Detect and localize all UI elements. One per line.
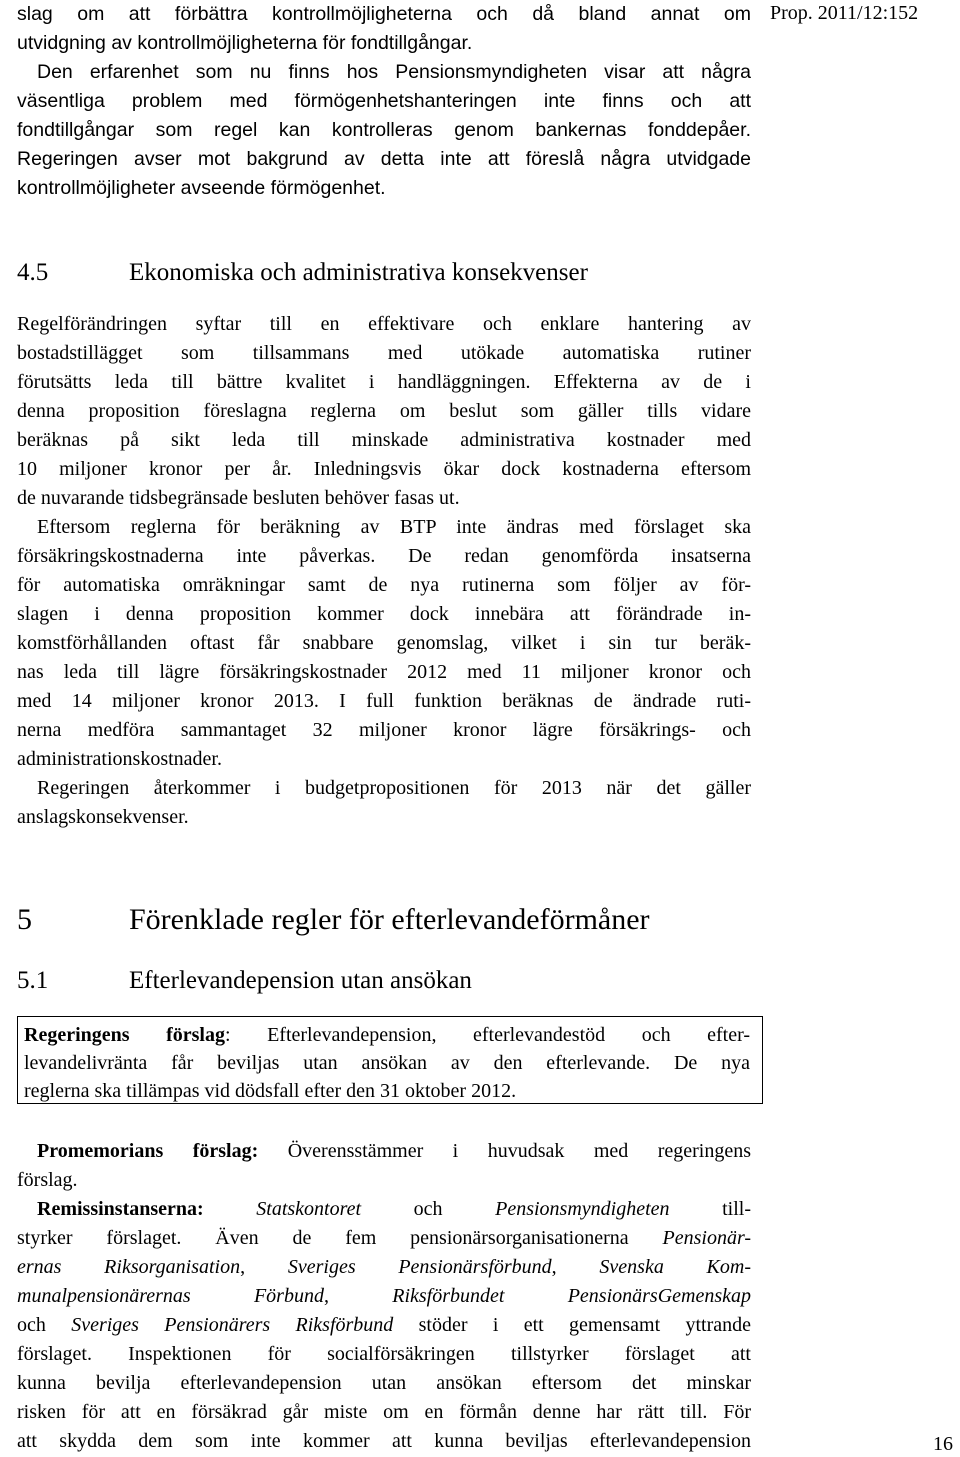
text-line: de nuvarande tidsbegränsade besluten behöver fasas ut.: [17, 487, 460, 509]
text-line: väsentliga problem med förmögenhetshanteringen inte finns och att: [17, 90, 751, 112]
text-segment: Sveriges Pensionärsförbund: [287, 1256, 552, 1278]
text-line: levandelivränta får beviljas utan ansökan av den efterlevande. De nya: [24, 1052, 750, 1074]
text-line: fondtillgångar som regel kan kontrolleras genom bankernas fonddepåer.: [17, 119, 751, 141]
text-line: Den erfarenhet som nu finns hos Pensionsmyndigheten visar att några: [37, 61, 751, 83]
section-number: 5.1: [17, 967, 49, 994]
text-line: nerna medföra sammantaget 32 miljoner kronor lägre försäkrings- och: [17, 719, 751, 741]
text-segment: styrker förslaget. Även de fem pensionärsorganisationerna: [17, 1227, 663, 1249]
section-5-1-body: [17, 1137, 751, 1456]
text-segment: och: [361, 1198, 496, 1220]
text-segment: till-: [669, 1198, 751, 1220]
text-line: kunna bevilja efterlevandepension utan ansökan eftersom det minskar: [17, 1372, 751, 1394]
text-line: reglerna ska tillämpas vid dödsfall efter den 31 oktober 2012.: [24, 1080, 517, 1102]
text-line: Regeringen avser mot bakgrund av detta inte att föreslå några utvidgade: [17, 148, 751, 170]
text-segment: Pensionär-: [662, 1227, 751, 1249]
text-line: kontrollmöjligheter avseende förmögenhet.: [17, 177, 386, 199]
text-segment: och: [17, 1314, 72, 1336]
promemoria-label: Promemorians förslag:: [37, 1140, 259, 1162]
text-line: Regeringen återkommer i budgetpropositionen för 2013 när det gäller: [37, 777, 751, 799]
text-segment: Överensstämmer i huvudsak med regeringens: [258, 1140, 751, 1162]
text-line: risken för att en försäkrad går miste om en förmån denne har rätt till. För: [17, 1401, 751, 1423]
section-number: 4.5: [17, 259, 49, 286]
text-line: [17, 1282, 751, 1311]
proposal-label: Regeringens förslag: [24, 1024, 225, 1046]
text-segment: Statskontoret: [256, 1198, 362, 1220]
text-segment: ,: [323, 1285, 393, 1307]
prop-reference: Prop. 2011/12:152: [770, 2, 919, 24]
remiss-label: Remissinstanserna:: [37, 1198, 204, 1220]
text-segment: munalpensionärernas Förbund: [17, 1285, 324, 1307]
text-line: förslag.: [17, 1169, 78, 1191]
text-line: för automatiska omräkningar samt de nya rutinerna som följer av för-: [17, 574, 751, 596]
page-number: 16: [933, 1433, 953, 1455]
chapter-title: Förenklade regler för efterlevandeförmåner: [129, 903, 650, 936]
text-line: [17, 1253, 751, 1282]
section-heading-5-1: [17, 966, 472, 996]
text-line: att skydda dem som inte kommer att kunna beviljas efterlevandepension: [17, 1430, 751, 1452]
text-segment: : Efterlevandepension, efterlevandestöd och efter-: [224, 1024, 750, 1046]
text-line: [17, 1311, 751, 1340]
text-segment: ,: [551, 1256, 600, 1278]
text-line: utvidgning av kontrollmöjligheterna för fondtillgångar.: [17, 32, 473, 54]
section-4-5-body: [17, 310, 751, 832]
text-line: [17, 1137, 751, 1166]
proposal-box: [17, 1016, 763, 1104]
text-line: [17, 1195, 751, 1224]
chapter-heading-5: [17, 903, 650, 937]
section-title: Ekonomiska och administrativa konsekvenser: [129, 259, 588, 286]
text-line: bostadstillägget som tillsammans med utökade automatiska rutiner: [17, 342, 751, 364]
text-segment: Sveriges Pensionärers Riksförbund: [71, 1314, 394, 1336]
text-line: nas leda till lägre försäkringskostnader 2012 med 11 miljoner kronor och: [17, 661, 751, 683]
text-line: med 14 miljoner kronor 2013. I full funktion beräknas de ändrade ruti-: [17, 690, 751, 712]
text-segment: Pensionsmyndigheten: [495, 1198, 670, 1220]
text-segment: Svenska Kom-: [599, 1256, 751, 1278]
text-line: [17, 1224, 751, 1253]
text-segment: ernas Riksorganisation: [17, 1256, 241, 1278]
text-line: förslaget. Inspektionen för socialförsäkringen tillstyrker förslaget att: [17, 1343, 751, 1365]
chapter-number: 5: [17, 903, 32, 936]
text-line: 10 miljoner kronor per år. Inledningsvis ökar dock kostnaderna eftersom: [17, 458, 751, 480]
text-line: denna proposition föreslagna reglerna om beslut som gäller tills vidare: [17, 400, 751, 422]
text-line: slag om att förbättra kontrollmöjligheterna och då bland annat om: [17, 3, 751, 25]
text-line: försäkringskostnaderna inte påverkas. De redan genomförda insatserna: [17, 545, 751, 567]
text-line: administrationskostnader.: [17, 748, 222, 770]
text-line: beräknas på sikt leda till minskade administrativa kostnader med: [17, 429, 751, 451]
text-line: [24, 1021, 750, 1049]
text-line: komstförhållanden oftast får snabbare genomslag, vilket i sin tur beräk-: [17, 632, 751, 654]
section-heading-4-5: [17, 258, 588, 288]
text-line: Regelförändringen syftar till en effektivare och enklare hantering av: [17, 313, 751, 335]
text-line: slagen i denna proposition kommer dock innebära att förändrade in-: [17, 603, 751, 625]
text-line: Eftersom reglerna för beräkning av BTP inte ändras med förslaget ska: [37, 516, 751, 538]
text-line: anslagskonsekvenser.: [17, 806, 189, 828]
text-segment: ,: [240, 1256, 288, 1278]
top-paragraph: [17, 0, 751, 203]
text-segment: stöder i ett gemensamt yttrande: [393, 1314, 751, 1336]
text-segment: Riksförbundet PensionärsGemenskap: [392, 1285, 751, 1307]
section-title: Efterlevandepension utan ansökan: [129, 967, 472, 994]
text-line: förutsätts leda till bättre kvalitet i handläggningen. Effekterna av de i: [17, 371, 751, 393]
